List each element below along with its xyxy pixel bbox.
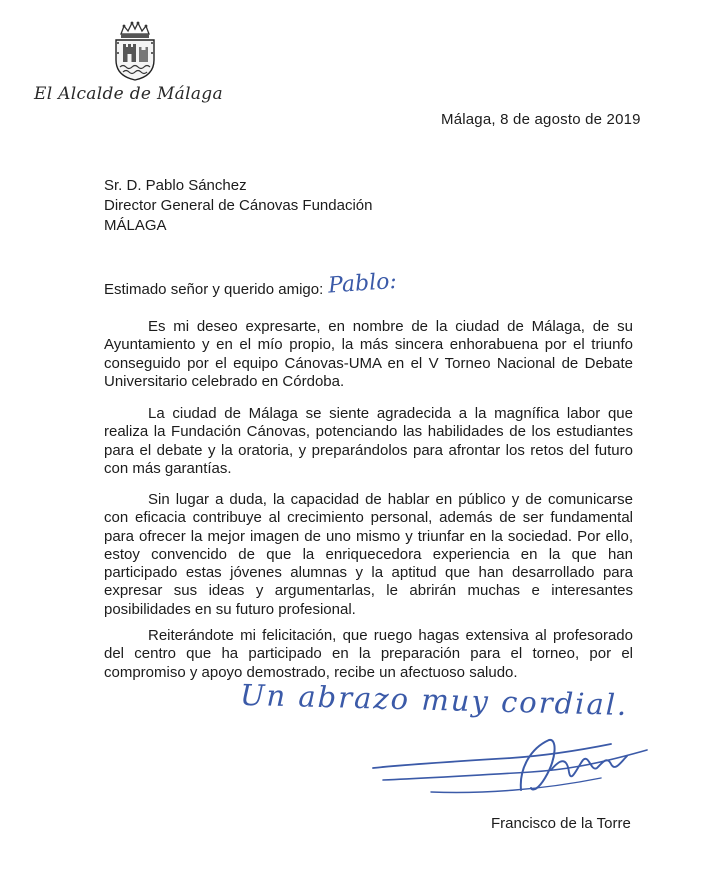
paragraph-1: Es mi deseo expresarte, en nombre de la ciudad de Málaga, de su Ayuntamiento y en el mío propio, la más sincera enhorabuena por el triunfo conseguido por el equipo Cánovas-UMA en el V Torneo Nacional de Debate Universitario celebrado en Córdoba.: [104, 318, 633, 390]
paragraph-4: Reiterándote mi felicitación, que ruego hagas extensiva al profesorado del centro que ha participado en la preparación para el torneo, por el compromiso y apoyo demostrado, recibe un afectuoso saludo.: [104, 627, 633, 681]
signer-name: Francisco de la Torre: [491, 815, 631, 832]
handwritten-signature-icon: [371, 728, 651, 808]
handwritten-name: [326, 262, 418, 302]
recipient-block: [104, 176, 372, 236]
salutation: Estimado señor y querido amigo:: [104, 281, 324, 298]
coat-of-arms-icon: [112, 20, 158, 82]
recipient-position: Director General de Cánovas Fundación: [104, 197, 373, 214]
handwritten-closing: [236, 676, 660, 726]
paragraph-2: La ciudad de Málaga se siente agradecida a la magnífica labor que realiza la Fundación Cánovas, potenciando las habilidades de los estudiantes para el debate y la oratoria, y preparándolos para afrontar los retos del futuro con más garantías.: [104, 405, 633, 477]
handwritten-name-text: Pablo:: [327, 268, 398, 299]
letter-date: Málaga, 8 de agosto de 2019: [441, 111, 641, 128]
letterhead-title: El Alcalde de Málaga: [34, 84, 223, 104]
recipient-city: MÁLAGA: [104, 217, 167, 234]
paragraph-3: Sin lugar a duda, la capacidad de hablar en público y de comunicarse con eficacia contribuye al crecimiento personal, además de ser fundamental para ofrecer la mejor imagen de uno mismo y triunfar en la sociedad. Por ello, estoy convencido de que la enriquecedora experiencia en la que han participado estas jóvenes alumnas y la aptitud que han desarrollado para expresar sus ideas y argumentarlas, le abrirán muchas e interesantes posibilidades en su futuro profesional.: [104, 491, 633, 618]
handwritten-closing-text: Un abrazo muy cordial.: [239, 677, 629, 723]
recipient-name: Sr. D. Pablo Sánchez: [104, 177, 247, 194]
